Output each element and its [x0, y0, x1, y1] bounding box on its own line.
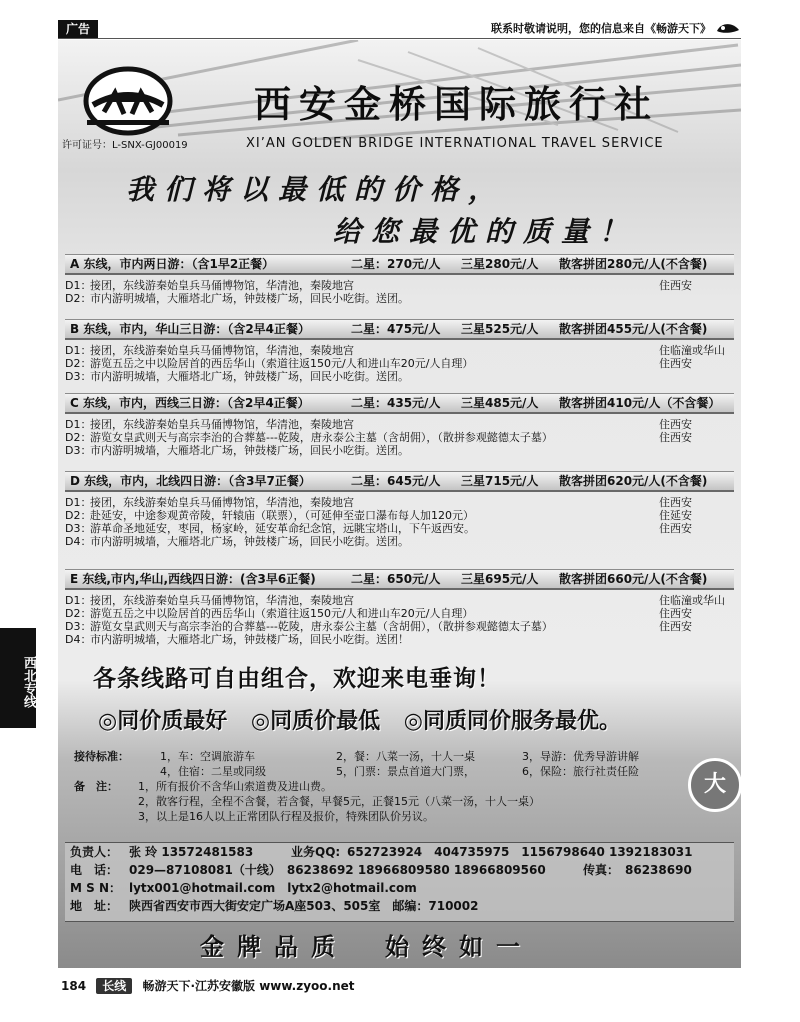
- standard-item: 4，住宿：二星或同级: [160, 765, 266, 778]
- itinerary-day: D1： 接团，东线游秦始皇兵马俑博物馆，华清池，秦陵地宫 住西安: [65, 496, 692, 509]
- itinerary-day: D2： 游览五岳之中以险居首的西岳华山（索道往返150元/人和进山车20元/人自理） 住西安: [65, 357, 692, 370]
- route-title: C 东线，市内，西线三日游：（含2早4正餐）: [70, 396, 310, 410]
- route-d: [65, 471, 734, 548]
- ad-label: 广告: [58, 20, 98, 38]
- three-star-price: 三星525元/人: [461, 322, 539, 336]
- itinerary-day: D2： 赴延安，中途参观黄帝陵，轩辕庙（联票），（可延伸至壶口瀑布每人加120元） 住延安: [65, 509, 692, 522]
- reception-standards: [74, 749, 724, 824]
- route-title: A 东线，市内两日游：（含1早2正餐）: [70, 257, 275, 271]
- msn-row: [65, 879, 734, 897]
- remarks-label: 备 注：: [74, 780, 118, 793]
- route-header: [65, 569, 734, 590]
- itinerary-day: D3： 游革命圣地延安，枣园，杨家岭，延安革命纪念馆，远眺宝塔山，下午返西安。 住西安: [65, 522, 692, 535]
- company-name-english: XI’AN GOLDEN BRIDGE INTERNATIONAL TRAVEL SERVICE: [246, 136, 664, 151]
- route-header: [65, 393, 734, 414]
- contact-person-row: [65, 843, 734, 861]
- itinerary-day: D4： 市内游明城墙，大雁塔北广场，钟鼓楼广场，回民小吃街。送团！: [65, 633, 409, 646]
- company-name-chinese: 西安金桥国际旅行社: [254, 83, 659, 126]
- group-price: 散客拼团620元/人(不含餐): [559, 474, 708, 488]
- two-star-price: 二星：475元/人: [351, 322, 441, 336]
- standards-row: [74, 764, 724, 779]
- qq-label: 业务QQ:: [291, 845, 341, 859]
- section-label: 长线: [96, 978, 132, 994]
- standard-item: 1，车：空调旅游车: [160, 750, 255, 763]
- itinerary-day: D1： 接团，东线游秦始皇兵马俑博物馆，华清池，秦陵地宫 住临潼或华山: [65, 344, 725, 357]
- standard-item: 5，门票：景点首道大门票，: [336, 765, 475, 778]
- golden-bridge-logo-icon: [78, 62, 178, 142]
- two-star-price: 二星：645元/人: [351, 474, 441, 488]
- three-star-price: 三星695元/人: [461, 572, 539, 586]
- msn-addresses: lytx001@hotmail.com lytx2@hotmail.com: [129, 881, 417, 895]
- quality-slogans: [98, 704, 728, 735]
- phone-row: [65, 861, 734, 879]
- remarks-row: [74, 794, 724, 809]
- itinerary-day: D4： 市内游明城墙，大雁塔北广场，钟鼓楼广场，回民小吃街。送团。: [65, 535, 409, 548]
- phone-numbers: 029—87108081（十线） 86238692 18966809580 18966809560: [129, 863, 546, 877]
- route-e: [65, 569, 734, 646]
- da-character-badge: 大: [688, 758, 741, 812]
- group-price: 散客拼团660元/人(不含餐): [559, 572, 708, 586]
- fax-label: 传真：: [583, 863, 620, 877]
- remarks-row: [74, 779, 724, 794]
- page-number: 184: [61, 979, 87, 993]
- contact-panel: [65, 842, 734, 922]
- publication-info: 畅游天下·江苏安徽版 www.zyoo.net: [142, 979, 355, 993]
- golden-quality-motto: 金牌品质 始终如一: [200, 933, 533, 961]
- address-row: [65, 897, 734, 915]
- group-price: 散客拼团455元/人(不含餐): [559, 322, 708, 336]
- address: 陕西省西安市西大街安定广场A座503、505室 邮编：710002: [129, 899, 479, 913]
- route-c: [65, 393, 734, 457]
- three-star-price: 三星280元/人: [461, 257, 539, 271]
- group-price: 散客拼团410元/人（不含餐）: [559, 396, 721, 410]
- two-star-price: 二星：270元/人: [351, 257, 441, 271]
- group-price: 散客拼团280元/人(不含餐): [559, 257, 708, 271]
- msn-label: M S N：: [70, 881, 121, 895]
- combination-slogan: 各条线路可自由组合，欢迎来电垂询！: [93, 666, 501, 692]
- standard-item: 3，导游：优秀导游讲解: [522, 750, 639, 763]
- standards-row: [74, 749, 724, 764]
- two-star-price: 二星：435元/人: [351, 396, 441, 410]
- page-footer: [61, 977, 355, 994]
- three-star-price: 三星485元/人: [461, 396, 539, 410]
- standard-item: 6，保险：旅行社责任险: [522, 765, 639, 778]
- license-number: 许可证号：L-SNX-GJ00019: [62, 140, 188, 151]
- quality-lowest-price: ◎同质价最低: [250, 709, 381, 734]
- standard-item: 2，餐：八菜一汤，十人一桌: [336, 750, 475, 763]
- slogan-line-two: 给您最优的质量！: [333, 215, 638, 248]
- advertisement-panel: [58, 40, 741, 968]
- itinerary-day: D2： 游览五岳之中以险居首的西岳华山（索道往返150元/人和进山车20元/人自理） 住西安: [65, 607, 692, 620]
- publication-logo-icon: [715, 21, 741, 35]
- itinerary-day: D1： 接团，东线游秦始皇兵马俑博物馆，华清池，秦陵地宫 住西安: [65, 418, 692, 431]
- contact-person-label: 负责人：: [70, 845, 119, 859]
- route-b: [65, 319, 734, 383]
- contact-person: 张 玲 13572481583: [129, 845, 254, 859]
- remark-item: 3，以上是16人以上正常团队行程及报价，特殊团队价另议。: [138, 810, 434, 823]
- qq-numbers: 652723924 404735975 1156798640 1392183031: [347, 845, 693, 859]
- remark-item: 1，所有报价不含华山索道费及进山费。: [138, 780, 332, 793]
- itinerary-day: D2： 游览女皇武则天与高宗李治的合葬墓---乾陵，唐永泰公主墓（含胡佣），（散拼参观懿德太子墓） 住西安: [65, 431, 692, 444]
- route-title: B 东线，市内，华山三日游：（含2早4正餐）: [70, 322, 311, 336]
- route-header: [65, 319, 734, 340]
- route-header: [65, 254, 734, 275]
- route-a: [65, 254, 734, 305]
- route-title: D 东线，市内，北线四日游：（含3早7正餐）: [70, 474, 311, 488]
- itinerary-day: D3： 市内游明城墙，大雁塔北广场，钟鼓楼广场，回民小吃街。送团。: [65, 444, 409, 457]
- fax-number: 86238690: [625, 863, 692, 877]
- phone-label: 电 话：: [70, 863, 119, 877]
- itinerary-day: D1： 接团，东线游秦始皇兵马俑博物馆，华清池，秦陵地宫 住西安: [65, 279, 692, 292]
- northwest-route-tab: 西北专线: [0, 628, 36, 728]
- quality-best-service: ◎同质同价服务最优。: [403, 709, 621, 734]
- three-star-price: 三星715元/人: [461, 474, 539, 488]
- quality-best: ◎同价质最好: [98, 709, 228, 734]
- itinerary-day: D3： 市内游明城墙，大雁塔北广场，钟鼓楼广场，回民小吃街。送团。: [65, 370, 409, 383]
- remarks-row: [74, 809, 724, 824]
- top-bar: [58, 20, 741, 39]
- route-title: E 东线,市内,华山,西线四日游：(含3早6正餐): [70, 572, 316, 586]
- two-star-price: 二星：650元/人: [351, 572, 441, 586]
- itinerary-day: D1： 接团，东线游秦始皇兵马俑博物馆，华清池，秦陵地宫 住临潼或华山: [65, 594, 725, 607]
- slogan-line-one: 我们将以最低的价格，: [126, 173, 507, 206]
- source-notice: 联系时敬请说明，您的信息来自《畅游天下》: [491, 22, 711, 35]
- itinerary-day: D2： 市内游明城墙，大雁塔北广场，钟鼓楼广场，回民小吃街。送团。: [65, 292, 409, 305]
- address-label: 地 址：: [70, 899, 119, 913]
- reception-label: 接待标准：: [74, 750, 129, 763]
- itinerary-day: D3： 游览女皇武则天与高宗李治的合葬墓---乾陵，唐永泰公主墓（含胡佣），（散拼参观懿德太子墓） 住西安: [65, 620, 692, 633]
- remark-item: 2，散客行程，全程不含餐，若含餐，早餐5元，正餐15元（八菜一汤，十人一桌）: [138, 795, 540, 808]
- route-header: [65, 471, 734, 492]
